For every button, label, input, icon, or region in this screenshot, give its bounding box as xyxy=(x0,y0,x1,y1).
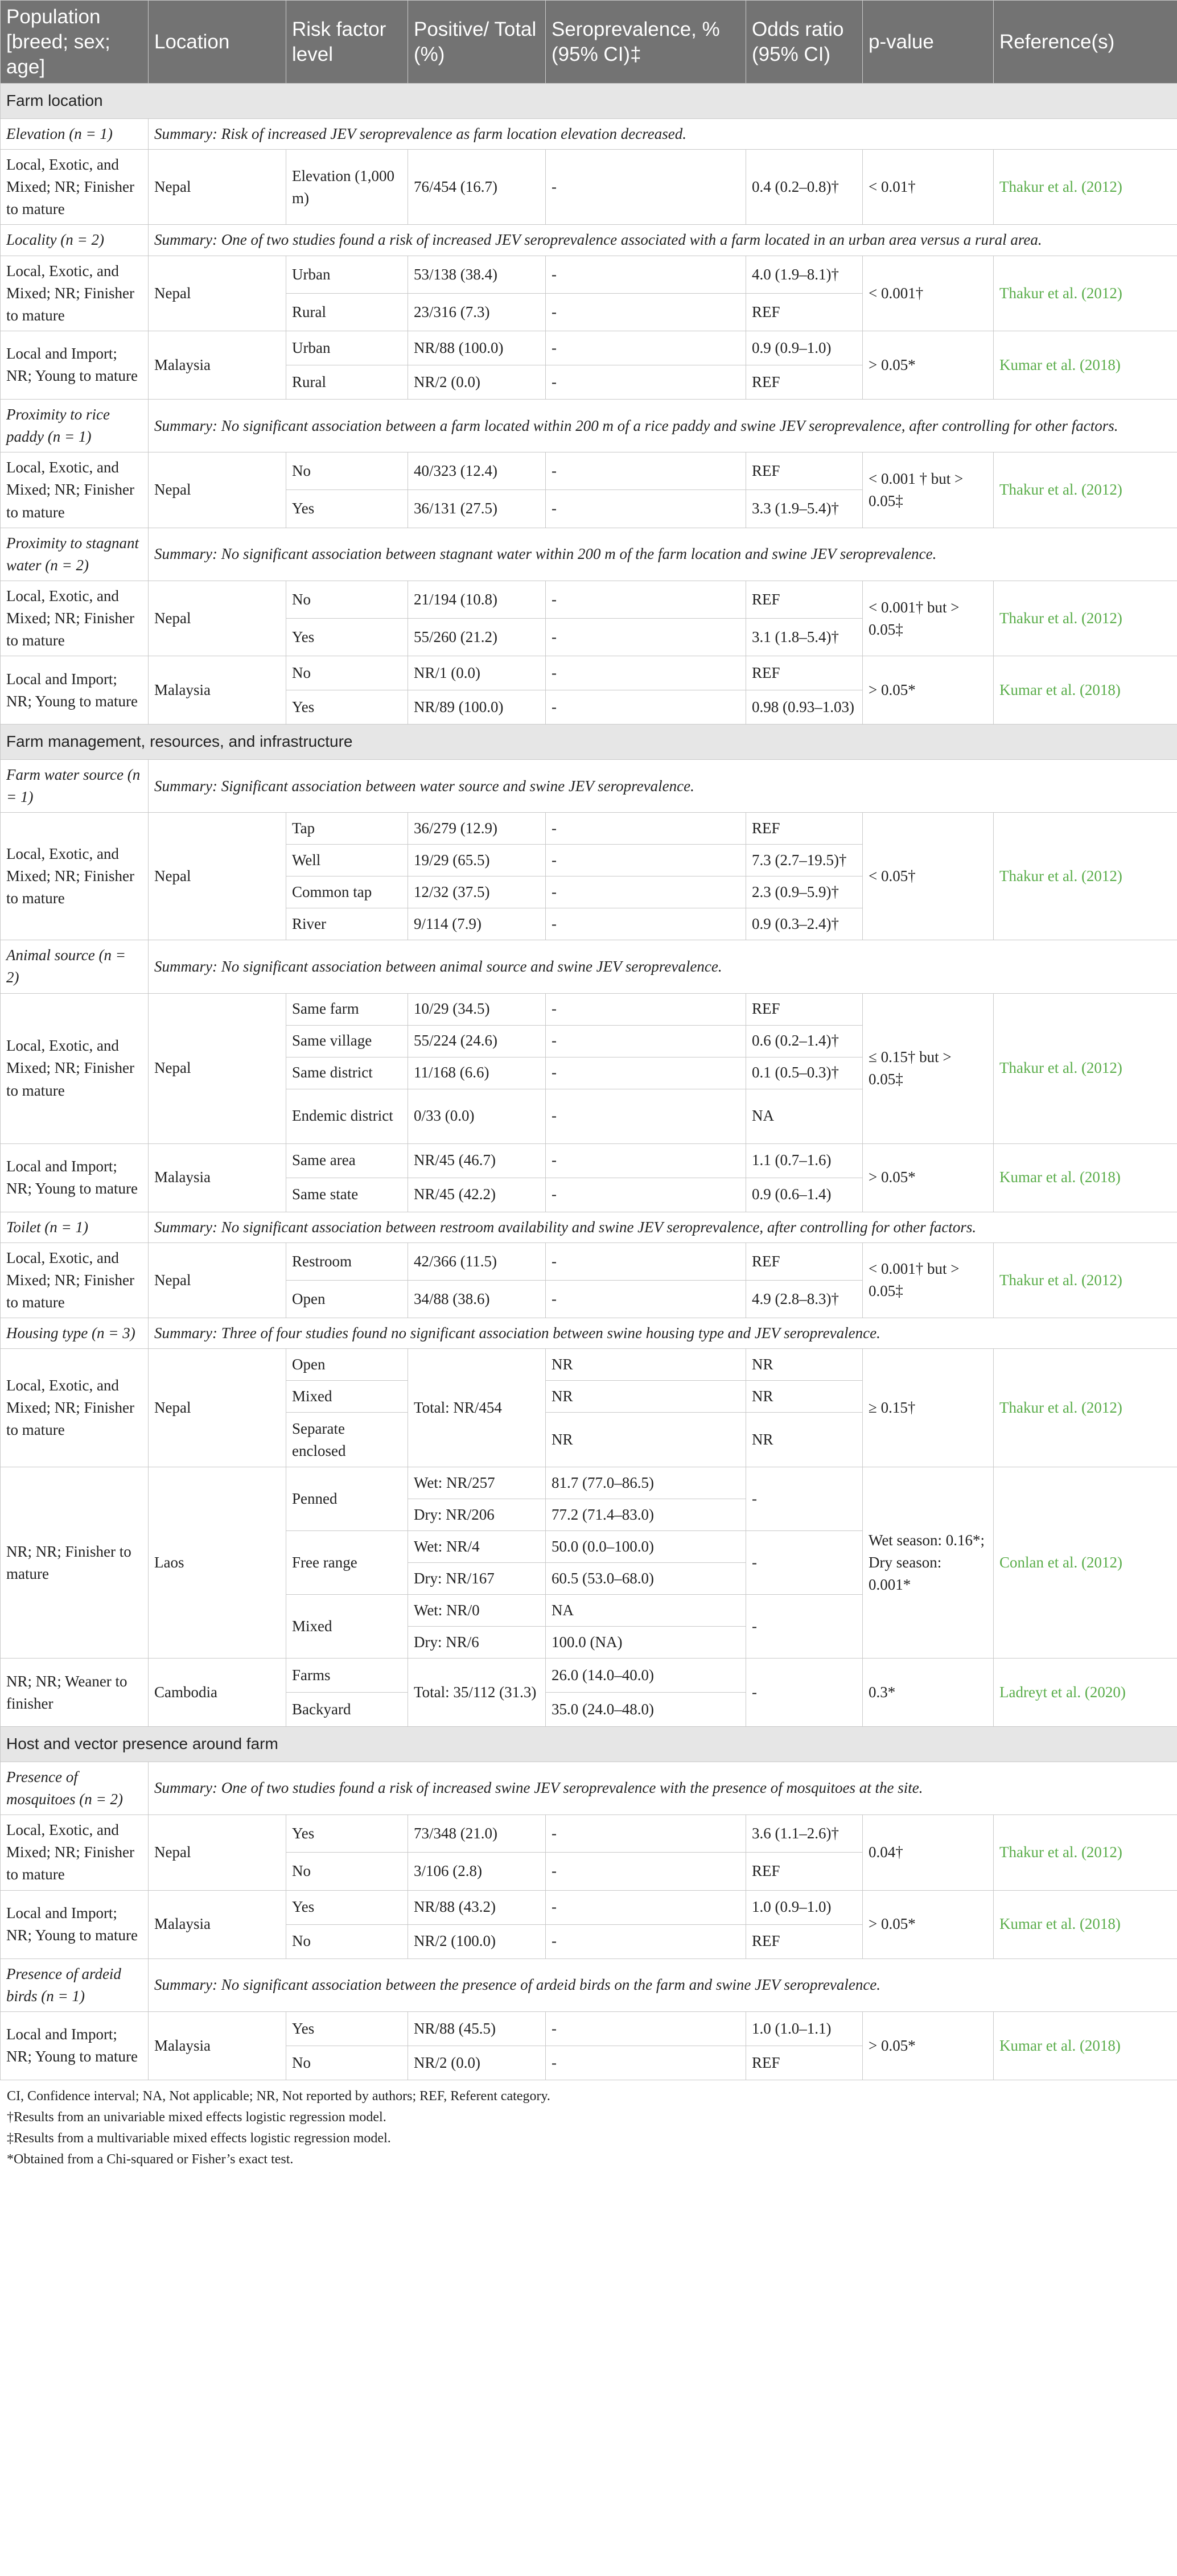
seroprevalence-cell: - xyxy=(546,1178,746,1212)
population-cell: Local and Import; NR; Young to mature xyxy=(1,2011,149,2080)
odds-ratio-cell: 0.1 (0.5–0.3)† xyxy=(746,1057,863,1089)
seroprevalence-cell: - xyxy=(546,1089,746,1143)
factor-name: Farm water source (n = 1) xyxy=(1,759,149,812)
footnote-univariable: †Results from an univariable mixed effects logistic regression model. xyxy=(7,2110,386,2125)
odds-ratio-cell: - xyxy=(746,1467,863,1531)
positive-total-cell: NR/88 (43.2) xyxy=(408,1890,546,1924)
risk-level-cell: Common tap xyxy=(286,877,408,908)
odds-ratio-cell: 0.9 (0.9–1.0) xyxy=(746,331,863,365)
seroprevalence-cell: - xyxy=(546,1853,746,1890)
seroprevalence-cell: - xyxy=(546,690,746,725)
location-cell: Cambodia xyxy=(149,1659,286,1727)
positive-total-cell: NR/45 (46.7) xyxy=(408,1143,546,1178)
p-value-cell: 0.3* xyxy=(863,1659,994,1727)
factor-summary: Summary: One of two studies found a risk of increased swine JEV seroprevalence with the presence of mosquitoes at the site. xyxy=(149,1762,1177,1814)
odds-ratio-cell: 4.9 (2.8–8.3)† xyxy=(746,1280,863,1318)
odds-ratio-cell: 2.3 (0.9–5.9)† xyxy=(746,877,863,908)
population-cell: NR; NR; Weaner to finisher xyxy=(1,1659,149,1727)
odds-ratio-cell: REF xyxy=(746,581,863,618)
reference-link[interactable]: Thakur et al. (2012) xyxy=(994,813,1177,940)
risk-level-cell: No xyxy=(286,656,408,690)
risk-level-cell: Mixed xyxy=(286,1595,408,1659)
risk-level-cell: Same area xyxy=(286,1143,408,1178)
header-seroprevalence: Seroprevalence, % (95% CI)‡ xyxy=(546,1,746,84)
location-cell: Malaysia xyxy=(149,656,286,725)
table-row xyxy=(1,1242,1177,1280)
positive-total-cell: 0/33 (0.0) xyxy=(408,1089,546,1143)
population-cell: Local and Import; NR; Young to mature xyxy=(1,331,149,399)
factor-row xyxy=(1,1318,1177,1349)
reference-link[interactable]: Thakur et al. (2012) xyxy=(994,993,1177,1143)
seroprevalence-cell: - xyxy=(546,813,746,845)
reference-link[interactable]: Kumar et al. (2018) xyxy=(994,331,1177,399)
seroprevalence-cell: - xyxy=(546,1143,746,1178)
seroprevalence-cell: NR xyxy=(546,1381,746,1413)
positive-total-cell: NR/89 (100.0) xyxy=(408,690,546,725)
p-value-cell: < 0.001† xyxy=(863,256,994,331)
risk-level-cell: River xyxy=(286,908,408,940)
p-value-cell: ≤ 0.15† but > 0.05‡ xyxy=(863,993,994,1143)
positive-total-cell: 21/194 (10.8) xyxy=(408,581,546,618)
risk-level-cell: Backyard xyxy=(286,1693,408,1727)
odds-ratio-cell: - xyxy=(746,1531,863,1595)
location-cell: Nepal xyxy=(149,1349,286,1467)
factor-name: Proximity to rice paddy (n = 1) xyxy=(1,399,149,452)
factor-summary: Summary: No significant association between stagnant water within 200 m of the farm location and swine JEV seroprevalence. xyxy=(149,528,1177,581)
footnote-abbreviations: CI, Confidence interval; NA, Not applicable; NR, Not reported by authors; REF, Referent category. xyxy=(7,2088,550,2104)
reference-link[interactable]: Kumar et al. (2018) xyxy=(994,1890,1177,1958)
location-cell: Nepal xyxy=(149,581,286,656)
seroprevalence-cell: 100.0 (NA) xyxy=(546,1627,746,1659)
location-cell: Nepal xyxy=(149,1242,286,1318)
reference-link[interactable]: Kumar et al. (2018) xyxy=(994,1143,1177,1212)
seroprevalence-cell: NA xyxy=(546,1595,746,1627)
factor-row xyxy=(1,225,1177,256)
odds-ratio-cell: 1.0 (0.9–1.0) xyxy=(746,1890,863,1924)
header-row xyxy=(1,1,1177,84)
population-cell: Local, Exotic, and Mixed; NR; Finisher to mature xyxy=(1,452,149,528)
seroprevalence-cell: - xyxy=(546,365,746,399)
table-row xyxy=(1,256,1177,293)
risk-level-cell: Yes xyxy=(286,619,408,656)
risk-level-cell: Same farm xyxy=(286,993,408,1025)
risk-level-cell: Rural xyxy=(286,365,408,399)
positive-total-cell: 53/138 (38.4) xyxy=(408,256,546,293)
population-cell: Local and Import; NR; Young to mature xyxy=(1,656,149,725)
table-row xyxy=(1,1143,1177,1178)
odds-ratio-cell: 1.0 (1.0–1.1) xyxy=(746,2011,863,2046)
reference-link[interactable]: Thakur et al. (2012) xyxy=(994,581,1177,656)
risk-level-cell: Same state xyxy=(286,1178,408,1212)
odds-ratio-cell: 4.0 (1.9–8.1)† xyxy=(746,256,863,293)
reference-link[interactable]: Thakur et al. (2012) xyxy=(994,1349,1177,1467)
reference-link[interactable]: Ladreyt et al. (2020) xyxy=(994,1659,1177,1727)
seroprevalence-cell: - xyxy=(546,1025,746,1057)
population-cell: Local, Exotic, and Mixed; NR; Finisher to mature xyxy=(1,1242,149,1318)
p-value-cell: < 0.001† but > 0.05‡ xyxy=(863,1242,994,1318)
positive-total-cell: 9/114 (7.9) xyxy=(408,908,546,940)
risk-level-cell: Same village xyxy=(286,1025,408,1057)
odds-ratio-cell: REF xyxy=(746,813,863,845)
seroprevalence-cell: - xyxy=(546,2046,746,2080)
header-positive-total: Positive/ Total (%) xyxy=(408,1,546,84)
p-value-cell: ≥ 0.15† xyxy=(863,1349,994,1467)
odds-ratio-cell: 0.6 (0.2–1.4)† xyxy=(746,1025,863,1057)
seroprevalence-cell: 35.0 (24.0–48.0) xyxy=(546,1693,746,1727)
seroprevalence-cell: - xyxy=(546,1890,746,1924)
header-p-value: p-value xyxy=(863,1,994,84)
risk-level-cell: Yes xyxy=(286,1890,408,1924)
positive-total-cell: NR/1 (0.0) xyxy=(408,656,546,690)
seroprevalence-cell: - xyxy=(546,452,746,490)
risk-level-cell: Elevation (1,000 m) xyxy=(286,149,408,224)
header-odds-ratio: Odds ratio (95% CI) xyxy=(746,1,863,84)
positive-total-cell: NR/45 (42.2) xyxy=(408,1178,546,1212)
p-value-cell: < 0.001 † but > 0.05‡ xyxy=(863,452,994,528)
table-row xyxy=(1,993,1177,1025)
factor-summary: Summary: No significant association between restroom availability and swine JEV seroprevalence, after controlling for other factors. xyxy=(149,1212,1177,1242)
header-population: Population [breed; sex; age] xyxy=(1,1,149,84)
section-title: Host and vector presence around farm xyxy=(1,1727,1177,1762)
population-cell: Local, Exotic, and Mixed; NR; Finisher to mature xyxy=(1,581,149,656)
p-value-cell: 0.04† xyxy=(863,1815,994,1890)
factor-row xyxy=(1,399,1177,452)
factor-name: Presence of ardeid birds (n = 1) xyxy=(1,1958,149,2011)
positive-total-cell: 42/366 (11.5) xyxy=(408,1242,546,1280)
seroprevalence-cell: - xyxy=(546,149,746,224)
odds-ratio-cell: REF xyxy=(746,1853,863,1890)
location-cell: Malaysia xyxy=(149,1143,286,1212)
seroprevalence-cell: - xyxy=(546,331,746,365)
seroprevalence-cell: - xyxy=(546,256,746,293)
positive-total-cell: 40/323 (12.4) xyxy=(408,452,546,490)
positive-total-cell: NR/2 (0.0) xyxy=(408,2046,546,2080)
positive-total-cell: Wet: NR/0 xyxy=(408,1595,546,1627)
factor-name: Animal source (n = 2) xyxy=(1,940,149,993)
positive-total-cell: 3/106 (2.8) xyxy=(408,1853,546,1890)
factor-name: Proximity to stagnant water (n = 2) xyxy=(1,528,149,581)
risk-level-cell: No xyxy=(286,1924,408,1958)
factor-row xyxy=(1,940,1177,993)
location-cell: Nepal xyxy=(149,813,286,940)
table-row xyxy=(1,149,1177,224)
table-footnotes xyxy=(0,2080,1177,2176)
risk-level-cell: Restroom xyxy=(286,1242,408,1280)
seroprevalence-cell: - xyxy=(546,1242,746,1280)
positive-total-cell: 19/29 (65.5) xyxy=(408,845,546,877)
positive-total-cell: NR/2 (100.0) xyxy=(408,1924,546,1958)
odds-ratio-cell: 0.4 (0.2–0.8)† xyxy=(746,149,863,224)
risk-level-cell: No xyxy=(286,581,408,618)
table-row xyxy=(1,1349,1177,1381)
odds-ratio-cell: 3.1 (1.8–5.4)† xyxy=(746,619,863,656)
risk-level-cell: Yes xyxy=(286,2011,408,2046)
risk-level-cell: Mixed xyxy=(286,1381,408,1413)
odds-ratio-cell: NR xyxy=(746,1381,863,1413)
seroprevalence-cell: NR xyxy=(546,1349,746,1381)
reference-link[interactable]: Conlan et al. (2012) xyxy=(994,1467,1177,1659)
seroprevalence-cell: - xyxy=(546,293,746,331)
factor-row xyxy=(1,118,1177,149)
positive-total-cell: Dry: NR/167 xyxy=(408,1563,546,1595)
seroprevalence-cell: - xyxy=(546,490,746,528)
factor-name: Presence of mosquitoes (n = 2) xyxy=(1,1762,149,1814)
odds-ratio-cell: 7.3 (2.7–19.5)† xyxy=(746,845,863,877)
population-cell: Local and Import; NR; Young to mature xyxy=(1,1890,149,1958)
odds-ratio-cell: REF xyxy=(746,656,863,690)
odds-ratio-cell: 3.6 (1.1–2.6)† xyxy=(746,1815,863,1853)
risk-level-cell: Free range xyxy=(286,1531,408,1595)
odds-ratio-cell: - xyxy=(746,1595,863,1659)
risk-level-cell: Urban xyxy=(286,331,408,365)
section-title: Farm management, resources, and infrastructure xyxy=(1,725,1177,760)
section-row xyxy=(1,1727,1177,1762)
positive-total-cell: Dry: NR/206 xyxy=(408,1499,546,1531)
positive-total-cell: Wet: NR/257 xyxy=(408,1467,546,1499)
seroprevalence-cell: - xyxy=(546,1057,746,1089)
factor-summary: Summary: No significant association between animal source and swine JEV seroprevalence. xyxy=(149,940,1177,993)
odds-ratio-cell: - xyxy=(746,1659,863,1727)
reference-link[interactable]: Thakur et al. (2012) xyxy=(994,256,1177,331)
location-cell: Nepal xyxy=(149,1815,286,1890)
odds-ratio-cell: NR xyxy=(746,1413,863,1467)
seroprevalence-cell: - xyxy=(546,845,746,877)
positive-total-cell: 76/454 (16.7) xyxy=(408,149,546,224)
positive-total-cell: 36/279 (12.9) xyxy=(408,813,546,845)
location-cell: Nepal xyxy=(149,256,286,331)
risk-level-cell: Open xyxy=(286,1280,408,1318)
risk-level-cell: Endemic district xyxy=(286,1089,408,1143)
risk-level-cell: Yes xyxy=(286,1815,408,1853)
location-cell: Nepal xyxy=(149,993,286,1143)
odds-ratio-cell: REF xyxy=(746,2046,863,2080)
seroprevalence-cell: 50.0 (0.0–100.0) xyxy=(546,1531,746,1563)
reference-link[interactable]: Thakur et al. (2012) xyxy=(994,149,1177,224)
positive-total-cell: 10/29 (34.5) xyxy=(408,993,546,1025)
odds-ratio-cell: 0.9 (0.3–2.4)† xyxy=(746,908,863,940)
seroprevalence-cell: - xyxy=(546,619,746,656)
section-title: Farm location xyxy=(1,84,1177,119)
risk-level-cell: Penned xyxy=(286,1467,408,1531)
factor-name: Toilet (n = 1) xyxy=(1,1212,149,1242)
seroprevalence-cell: 26.0 (14.0–40.0) xyxy=(546,1659,746,1693)
positive-total-cell: Total: NR/454 xyxy=(408,1349,546,1467)
table-row xyxy=(1,2011,1177,2046)
factor-summary: Summary: Risk of increased JEV seroprevalence as farm location elevation decreased. xyxy=(149,118,1177,149)
section-row xyxy=(1,725,1177,760)
odds-ratio-cell: NR xyxy=(746,1349,863,1381)
positive-total-cell: 11/168 (6.6) xyxy=(408,1057,546,1089)
factor-name: Locality (n = 2) xyxy=(1,225,149,256)
location-cell: Nepal xyxy=(149,149,286,224)
reference-link[interactable]: Thakur et al. (2012) xyxy=(994,452,1177,528)
reference-link[interactable]: Thakur et al. (2012) xyxy=(994,1815,1177,1890)
risk-level-cell: No xyxy=(286,452,408,490)
table-row xyxy=(1,1890,1177,1924)
seroprevalence-cell: - xyxy=(546,1280,746,1318)
seroprevalence-cell: - xyxy=(546,1815,746,1853)
seroprevalence-cell: - xyxy=(546,656,746,690)
header-location: Location xyxy=(149,1,286,84)
factor-row xyxy=(1,1212,1177,1242)
factor-row xyxy=(1,759,1177,812)
risk-level-cell: Farms xyxy=(286,1659,408,1693)
odds-ratio-cell: 1.1 (0.7–1.6) xyxy=(746,1143,863,1178)
p-value-cell: > 0.05* xyxy=(863,2011,994,2080)
section-row xyxy=(1,84,1177,119)
positive-total-cell: NR/2 (0.0) xyxy=(408,365,546,399)
seroprevalence-cell: - xyxy=(546,2011,746,2046)
location-cell: Laos xyxy=(149,1467,286,1659)
header-references: Reference(s) xyxy=(994,1,1177,84)
population-cell: Local, Exotic, and Mixed; NR; Finisher to mature xyxy=(1,256,149,331)
p-value-cell: < 0.01† xyxy=(863,149,994,224)
table-row xyxy=(1,581,1177,618)
factor-summary: Summary: No significant association between a farm located within 200 m of a rice paddy and swine JEV seroprevalence, after controlling for other factors. xyxy=(149,399,1177,452)
risk-level-cell: Yes xyxy=(286,690,408,725)
reference-link[interactable]: Thakur et al. (2012) xyxy=(994,1242,1177,1318)
risk-level-cell: Rural xyxy=(286,293,408,331)
seroprevalence-cell: - xyxy=(546,581,746,618)
table-row xyxy=(1,452,1177,490)
table-row xyxy=(1,1815,1177,1853)
positive-total-cell: Dry: NR/6 xyxy=(408,1627,546,1659)
table-row xyxy=(1,331,1177,365)
risk-level-cell: Same district xyxy=(286,1057,408,1089)
table-row xyxy=(1,1659,1177,1693)
seroprevalence-cell: 60.5 (53.0–68.0) xyxy=(546,1563,746,1595)
risk-level-cell: No xyxy=(286,1853,408,1890)
positive-total-cell: Total: 35/112 (31.3) xyxy=(408,1659,546,1727)
positive-total-cell: NR/88 (45.5) xyxy=(408,2011,546,2046)
positive-total-cell: 55/260 (21.2) xyxy=(408,619,546,656)
positive-total-cell: 12/32 (37.5) xyxy=(408,877,546,908)
odds-ratio-cell: REF xyxy=(746,452,863,490)
positive-total-cell: Wet: NR/4 xyxy=(408,1531,546,1563)
odds-ratio-cell: REF xyxy=(746,293,863,331)
odds-ratio-cell: REF xyxy=(746,1242,863,1280)
factor-name: Housing type (n = 3) xyxy=(1,1318,149,1349)
risk-level-cell: Tap xyxy=(286,813,408,845)
p-value-cell: < 0.001† but > 0.05‡ xyxy=(863,581,994,656)
footnote-chi-squared: *Obtained from a Chi-squared or Fisher’s exact test. xyxy=(7,2152,294,2167)
table-row xyxy=(1,656,1177,690)
population-cell: Local, Exotic, and Mixed; NR; Finisher to mature xyxy=(1,1815,149,1890)
factor-summary: Summary: One of two studies found a risk of increased JEV seroprevalence associated with a farm located in an urban area versus a rural area. xyxy=(149,225,1177,256)
seroprevalence-cell: 81.7 (77.0–86.5) xyxy=(546,1467,746,1499)
location-cell: Nepal xyxy=(149,452,286,528)
factor-summary: Summary: No significant association between the presence of ardeid birds on the farm and swine JEV seroprevalence. xyxy=(149,1958,1177,2011)
positive-total-cell: NR/88 (100.0) xyxy=(408,331,546,365)
population-cell: Local, Exotic, and Mixed; NR; Finisher to mature xyxy=(1,1349,149,1467)
odds-ratio-cell: 3.3 (1.9–5.4)† xyxy=(746,490,863,528)
location-cell: Malaysia xyxy=(149,331,286,399)
footnote-multivariable: ‡Results from a multivariable mixed effects logistic regression model. xyxy=(7,2131,391,2146)
p-value-cell: Wet season: 0.16*; Dry season: 0.001* xyxy=(863,1467,994,1659)
factor-row xyxy=(1,1762,1177,1814)
positive-total-cell: 73/348 (21.0) xyxy=(408,1815,546,1853)
odds-ratio-cell: 0.98 (0.93–1.03) xyxy=(746,690,863,725)
p-value-cell: > 0.05* xyxy=(863,331,994,399)
p-value-cell: < 0.05† xyxy=(863,813,994,940)
reference-link[interactable]: Kumar et al. (2018) xyxy=(994,2011,1177,2080)
seroprevalence-cell: 77.2 (71.4–83.0) xyxy=(546,1499,746,1531)
positive-total-cell: 55/224 (24.6) xyxy=(408,1025,546,1057)
positive-total-cell: 36/131 (27.5) xyxy=(408,490,546,528)
table-row xyxy=(1,1467,1177,1499)
p-value-cell: > 0.05* xyxy=(863,656,994,725)
location-cell: Malaysia xyxy=(149,2011,286,2080)
risk-level-cell: Separate enclosed xyxy=(286,1413,408,1467)
risk-level-cell: No xyxy=(286,2046,408,2080)
odds-ratio-cell: REF xyxy=(746,365,863,399)
seroprevalence-cell: - xyxy=(546,993,746,1025)
seroprevalence-cell: - xyxy=(546,877,746,908)
p-value-cell: > 0.05* xyxy=(863,1890,994,1958)
reference-link[interactable]: Kumar et al. (2018) xyxy=(994,656,1177,725)
positive-total-cell: 34/88 (38.6) xyxy=(408,1280,546,1318)
seroprevalence-cell: NR xyxy=(546,1413,746,1467)
population-cell: Local, Exotic, and Mixed; NR; Finisher to mature xyxy=(1,813,149,940)
factor-name: Elevation (n = 1) xyxy=(1,118,149,149)
odds-ratio-cell: REF xyxy=(746,993,863,1025)
population-cell: Local, Exotic, and Mixed; NR; Finisher to mature xyxy=(1,993,149,1143)
risk-level-cell: Urban xyxy=(286,256,408,293)
positive-total-cell: 23/316 (7.3) xyxy=(408,293,546,331)
location-cell: Malaysia xyxy=(149,1890,286,1958)
risk-level-cell: Open xyxy=(286,1349,408,1381)
p-value-cell: > 0.05* xyxy=(863,1143,994,1212)
population-cell: Local, Exotic, and Mixed; NR; Finisher to mature xyxy=(1,149,149,224)
seroprevalence-cell: - xyxy=(546,908,746,940)
risk-level-cell: Yes xyxy=(286,490,408,528)
risk-level-cell: Well xyxy=(286,845,408,877)
factor-row xyxy=(1,1958,1177,2011)
factor-row xyxy=(1,528,1177,581)
odds-ratio-cell: NA xyxy=(746,1089,863,1143)
header-risk-factor-level: Risk factor level xyxy=(286,1,408,84)
population-cell: NR; NR; Finisher to mature xyxy=(1,1467,149,1659)
odds-ratio-cell: REF xyxy=(746,1924,863,1958)
factor-summary: Summary: Three of four studies found no significant association between swine housing type and JEV seroprevalence. xyxy=(149,1318,1177,1349)
odds-ratio-cell: 0.9 (0.6–1.4) xyxy=(746,1178,863,1212)
table-row xyxy=(1,813,1177,845)
population-cell: Local and Import; NR; Young to mature xyxy=(1,1143,149,1212)
factor-summary: Summary: Significant association between water source and swine JEV seroprevalence. xyxy=(149,759,1177,812)
seroprevalence-cell: - xyxy=(546,1924,746,1958)
